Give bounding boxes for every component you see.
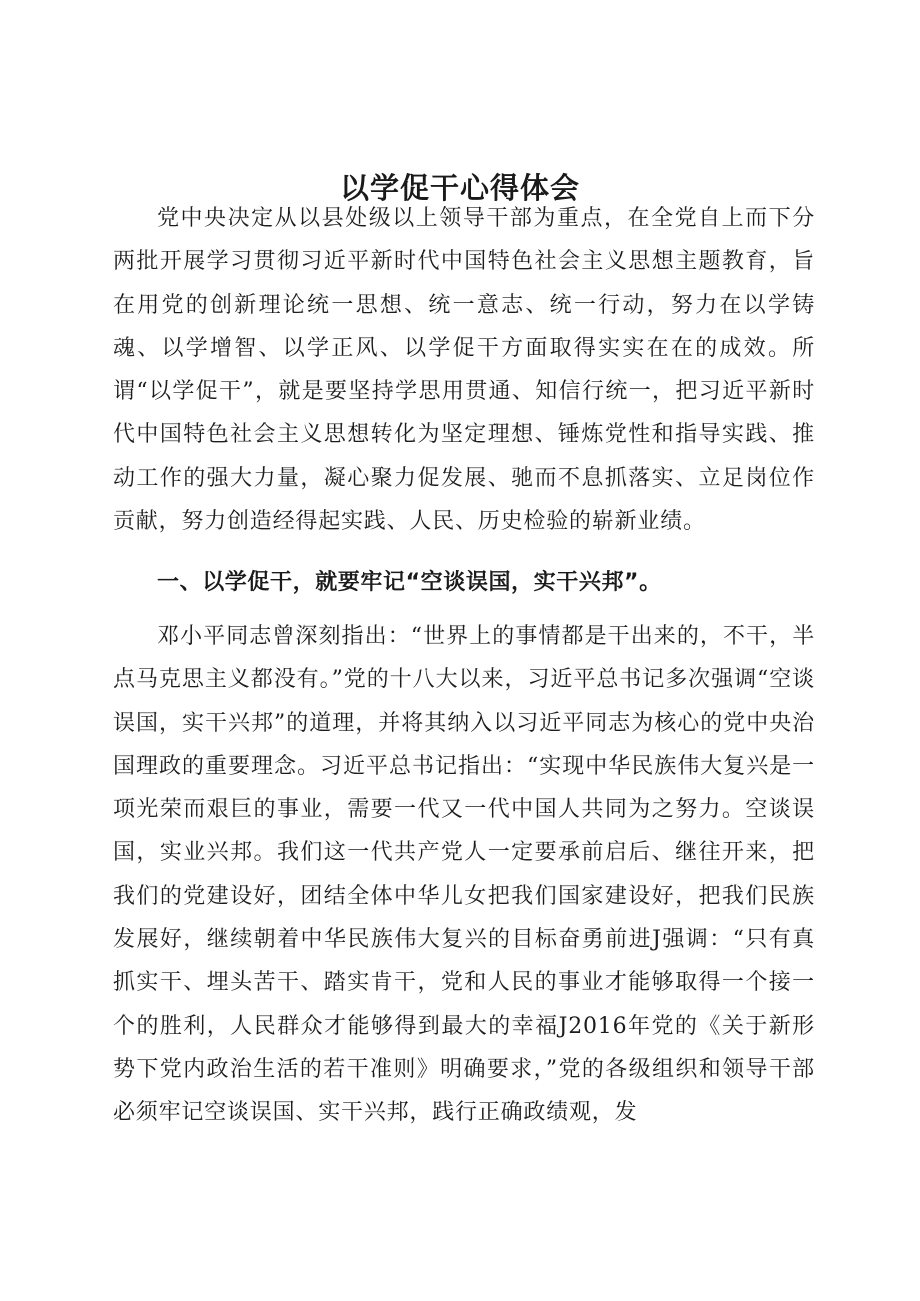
document-title: 以学促干心得体会 xyxy=(339,171,580,205)
intro-paragraph: 党中央决定从以县处级以上领导干部为重点，在全党自上而下分两批开展学习贯彻习近平新时代中国特色社会主义思想主题教育，旨在用党的创新理论统一思想、统一意志、统一行动，努力在以学铸魂、以学增智、以学正风、以学促干方面取得实实在在的成效。所谓“以学促干”，就是要坚持学思用贯通、知信行统一，把习近平新时代中国特色社会主义思想转化为坚定理想、锤炼党性和指导实践、推动工作的强大力量，凝心聚力促发展、驰而不息抓落实、立足岗位作贡献，努力创造经得起实践、人民、历史检验的崭新业绩。 xyxy=(113,206,815,535)
section-paragraph: 邓小平同志曾深刻指出：“世界上的事情都是干出来的，不干，半点马克思主义都没有。”党的十八大以来，习近平总书记多次强调“空谈误国，实干兴邦”的道理，并将其纳入以习近平同志为核心的党中央治国理政的重要理念。习近平总书记指出：“实现中华民族伟大复兴是一项光荣而艰巨的事业，需要一代又一代中国人共同为之努力。空谈误国，实业兴邦。我们这一代共产党人一定要承前启后、继往开来，把我们的党建设好，团结全体中华儿女把我们国家建设好，把我们民族发展好，继续朝着中华民族伟大复兴的目标奋勇前进J强调：“只有真抓实干、埋头苦干、踏实肯干，党和人民的事业才能够取得一个接一个的胜利，人民群众才能够得到最大的幸福J2016年党的《关于新形势下党内政治生活的若干准则》明确要求，”党的各级组织和领导干部必须牢记空谈误国、实干兴邦，践行正确政绩观，发 xyxy=(113,624,815,1126)
section-heading: 一、以学促干，就要牢记“空谈误国，实干兴邦”。 xyxy=(157,570,662,595)
